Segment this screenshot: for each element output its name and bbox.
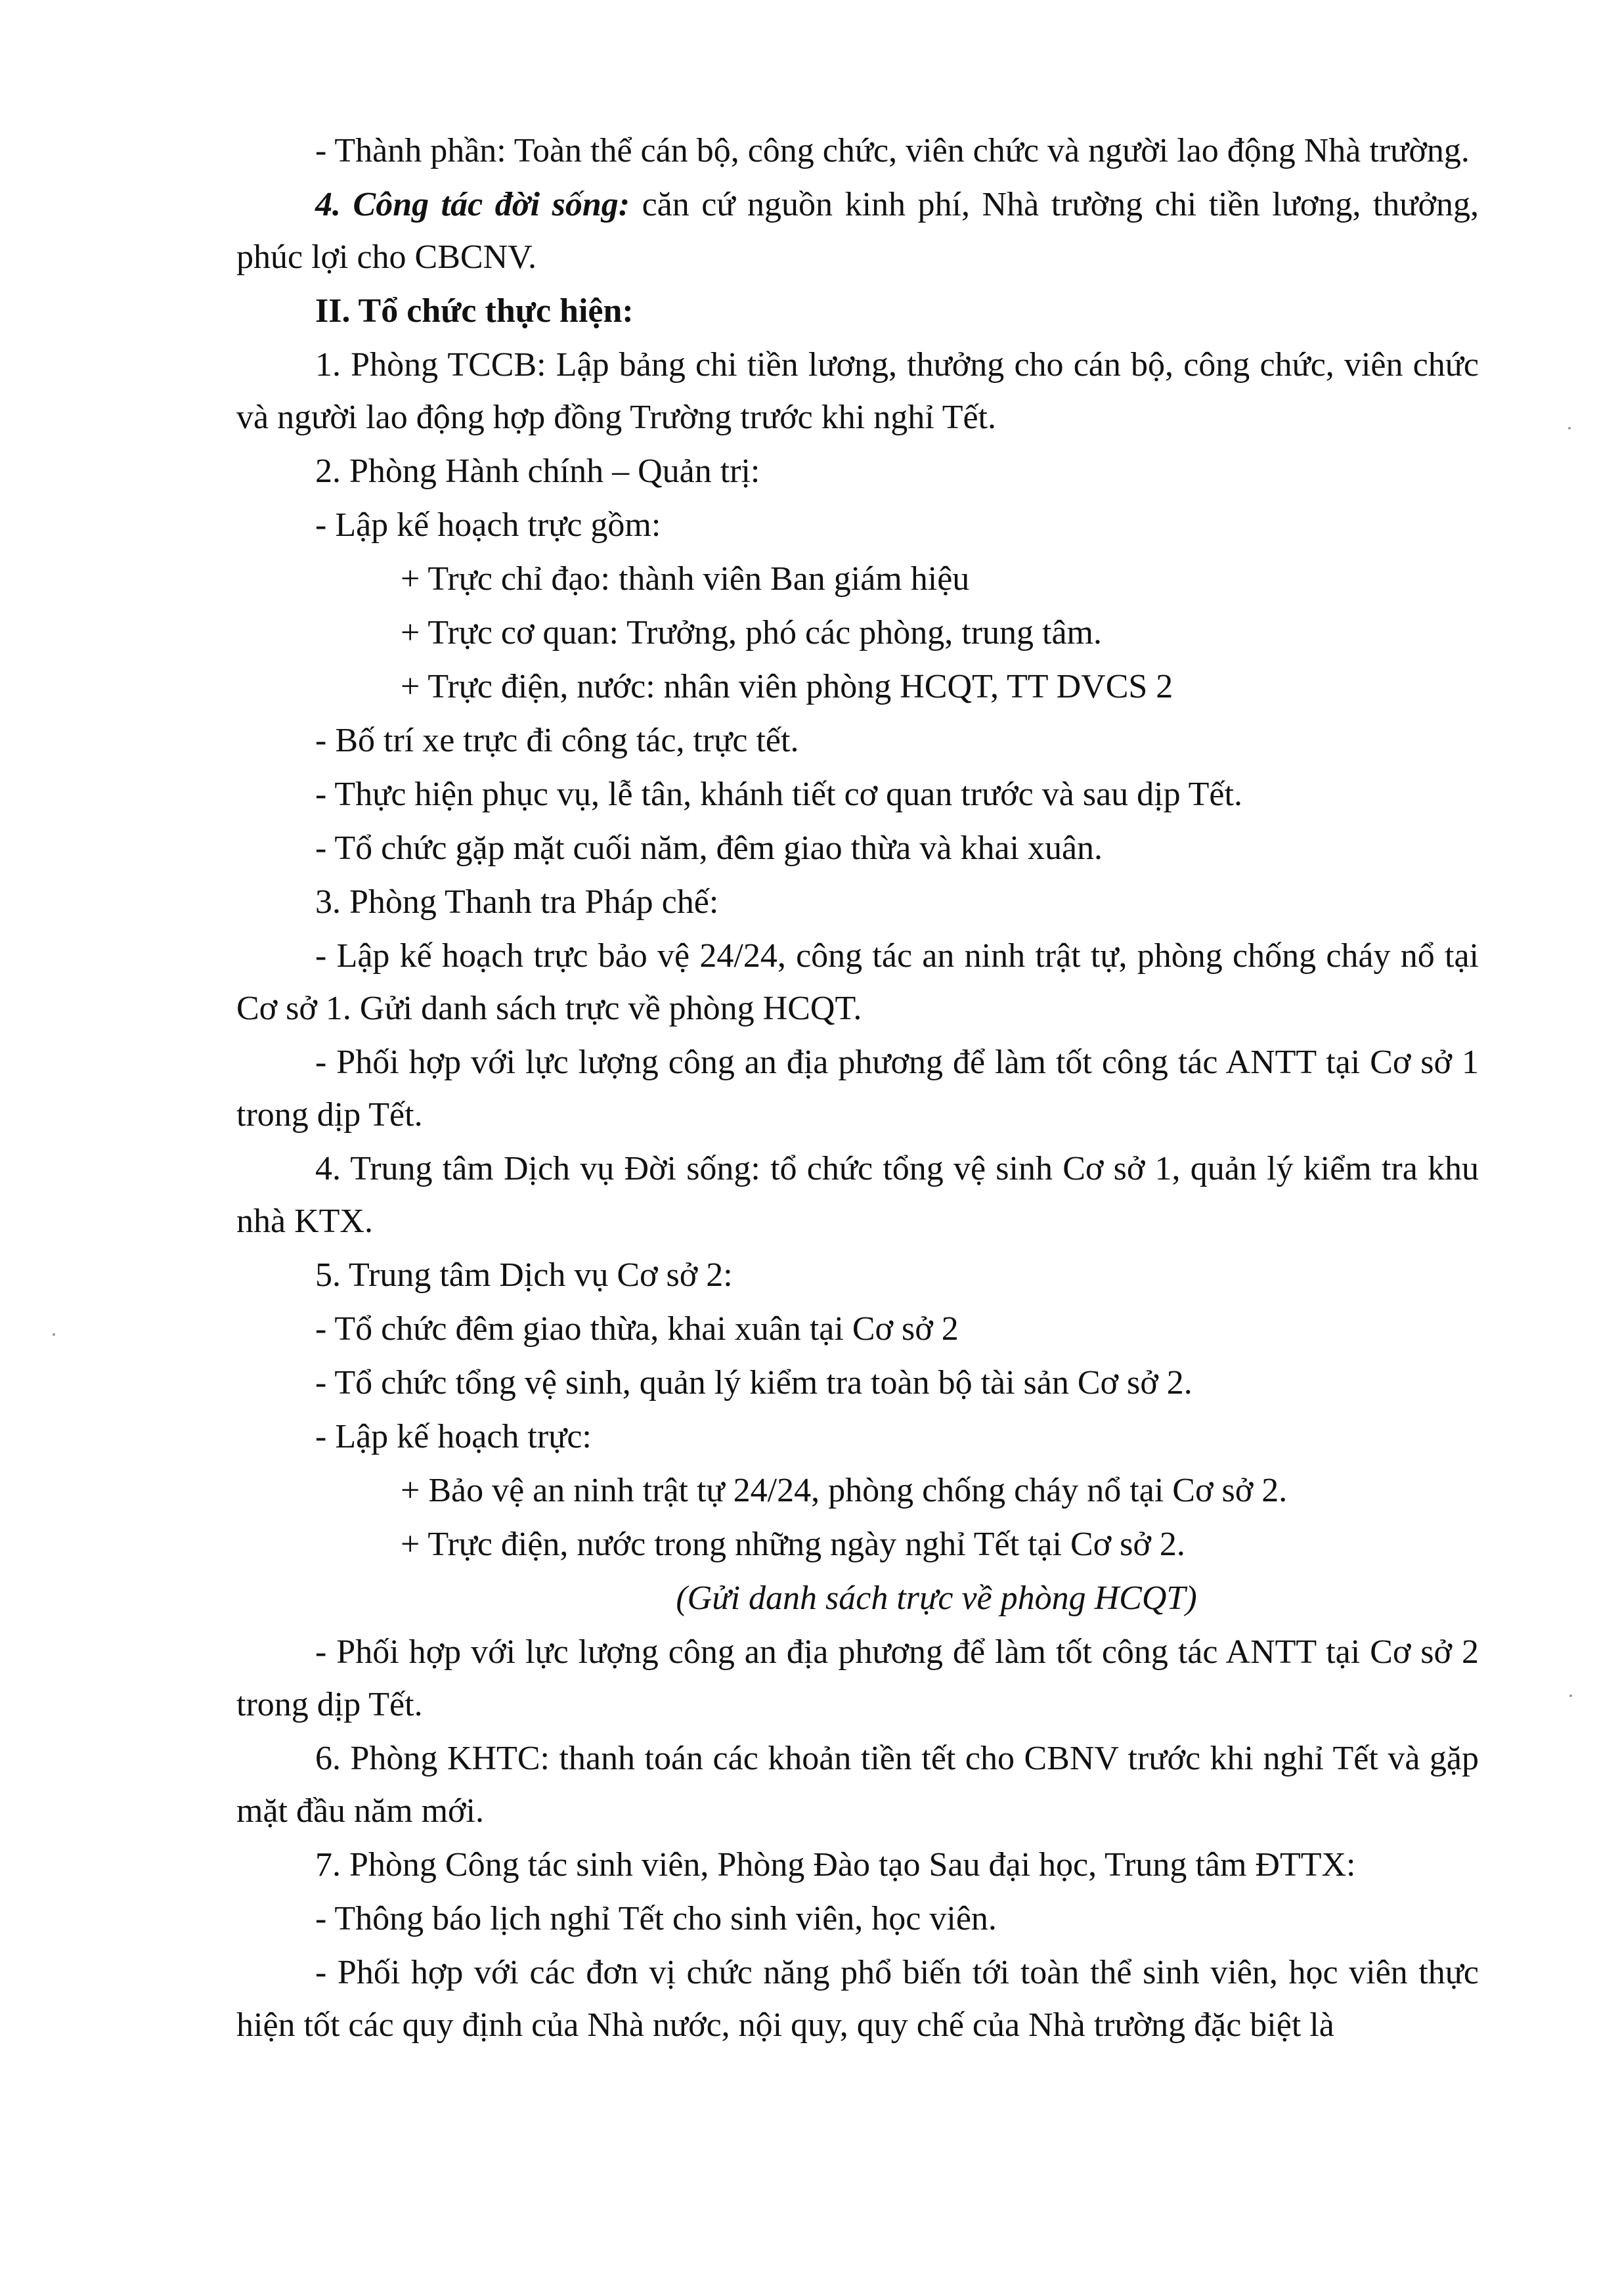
section-lead: 4. Công tác đời sống: <box>315 186 630 223</box>
paragraph-text: 1. Phòng TCCB: Lập bảng chi tiền lương, thưởng cho cán bộ, công chức, viên chức và người lao động hợp đồng Trường trước khi nghỉ Tết. <box>236 346 1479 436</box>
item-thong-bao-lich-nghi: - Thông báo lịch nghỉ Tết cho sinh viên, học viên. <box>315 1900 997 1937</box>
item-phong-cong-tac-sinh-vien: 7. Phòng Công tác sinh viên, Phòng Đào tạo Sau đại học, Trung tâm ĐTTX: <box>315 1846 1356 1884</box>
sub-item-truc-dien-nuoc-tet: + Trực điện, nước trong những ngày nghỉ Tết tại Cơ sở 2. <box>401 1526 1185 1563</box>
item-tong-ve-sinh-cs2: - Tổ chức tổng vệ sinh, quản lý kiểm tra toàn bộ tài sản Cơ sở 2. <box>315 1364 1193 1402</box>
sub-item-truc-dien-nuoc: + Trực điện, nước: nhân viên phòng HCQT, TT DVCS 2 <box>401 668 1173 705</box>
paragraph-text: 4. Trung tâm Dịch vụ Đời sống: tổ chức tổng vệ sinh Cơ sở 1, quản lý kiểm tra khu nhà KTX. <box>236 1150 1479 1240</box>
paragraph-trung-tam-doi-song <box>236 1143 1479 1248</box>
paragraph-text: - Lập kế hoạch trực bảo vệ 24/24, công tác an ninh trật tự, phòng chống cháy nổ tại Cơ sở 1. Gửi danh sách trực về phòng HCQT. <box>236 937 1479 1027</box>
sub-item-truc-co-quan: + Trực cơ quan: Trưởng, phó các phòng, trung tâm. <box>401 614 1102 651</box>
paragraph-text: - Phối hợp với lực lượng công an địa phương để làm tốt công tác ANTT tại Cơ sở 1 trong dịp Tết. <box>236 1044 1479 1134</box>
paragraph-thanh-phan <box>236 125 1479 177</box>
item-bo-tri-xe: - Bố trí xe trực đi công tác, trực tết. <box>315 722 799 759</box>
paragraph-phoi-hop-antt-cs2 <box>236 1626 1479 1731</box>
paragraph-phoi-hop-antt-cs1 <box>236 1036 1479 1141</box>
paragraph-text: - Phối hợp với các đơn vị chức năng phổ biến tới toàn thể sinh viên, học viên thực hiện tốt các quy định của Nhà nước, nội quy, quy chế của Nhà trường đặc biệt là <box>236 1954 1479 2044</box>
paragraph-cong-tac-doi-song <box>236 179 1479 284</box>
item-dem-giao-thua: - Tổ chức đêm giao thừa, khai xuân tại Cơ sở 2 <box>315 1310 959 1348</box>
italic-note: (Gửi danh sách trực về phòng HCQT) <box>676 1579 1197 1617</box>
item-lap-ke-hoach-truc: - Lập kế hoạch trực: <box>315 1418 592 1455</box>
document-page <box>236 125 1479 2053</box>
section-heading <box>236 285 1479 338</box>
sub-item-truc-chi-dao: + Trực chỉ đạo: thành viên Ban giám hiệu <box>401 560 970 598</box>
scan-speck <box>53 1333 55 1336</box>
paragraph-text: - Thành phần: Toàn thể cán bộ, công chức, viên chức và người lao động Nhà trường. <box>315 132 1470 169</box>
item-phong-hanh-chinh: 2. Phòng Hành chính – Quản trị: <box>315 453 760 490</box>
item-lap-ke-hoach: - Lập kế hoạch trực gồm: <box>315 506 661 544</box>
item-thanh-tra-phap-che: 3. Phòng Thanh tra Pháp chế: <box>315 883 719 921</box>
paragraph-phoi-hop-pho-bien <box>236 1947 1479 2052</box>
paragraph-text: - Phối hợp với lực lượng công an địa phương để làm tốt công tác ANTT tại Cơ sở 2 trong dịp Tết. <box>236 1633 1479 1723</box>
paragraph-text: 6. Phòng KHTC: thanh toán các khoản tiền tết cho CBNV trước khi nghỉ Tết và gặp mặt đầu năm mới. <box>236 1740 1479 1830</box>
scan-speck <box>1568 427 1571 430</box>
sub-item-bao-ve-an-ninh: + Bảo vệ an ninh trật tự 24/24, phòng chống cháy nổ tại Cơ sở 2. <box>401 1472 1288 1509</box>
paragraph-truc-bao-ve-cs1 <box>236 930 1479 1035</box>
item-thuc-hien-phuc-vu: - Thực hiện phục vụ, lễ tân, khánh tiết cơ quan trước và sau dịp Tết. <box>315 776 1242 813</box>
paragraph-text: căn cứ nguồn kinh phí, Nhà trường chi tiền lương, thưởng, phúc lợi cho CBCNV. <box>236 186 1479 276</box>
paragraph-phong-tccb <box>236 339 1479 444</box>
scan-speck <box>1569 1694 1572 1697</box>
item-gap-mat-cuoi-nam: - Tổ chức gặp mặt cuối năm, đêm giao thừa và khai xuân. <box>315 829 1103 867</box>
paragraph-phong-khtc <box>236 1733 1479 1838</box>
item-trung-tam-co-so-2: 5. Trung tâm Dịch vụ Cơ sở 2: <box>315 1256 733 1294</box>
heading-text: II. Tổ chức thực hiện: <box>315 292 634 330</box>
